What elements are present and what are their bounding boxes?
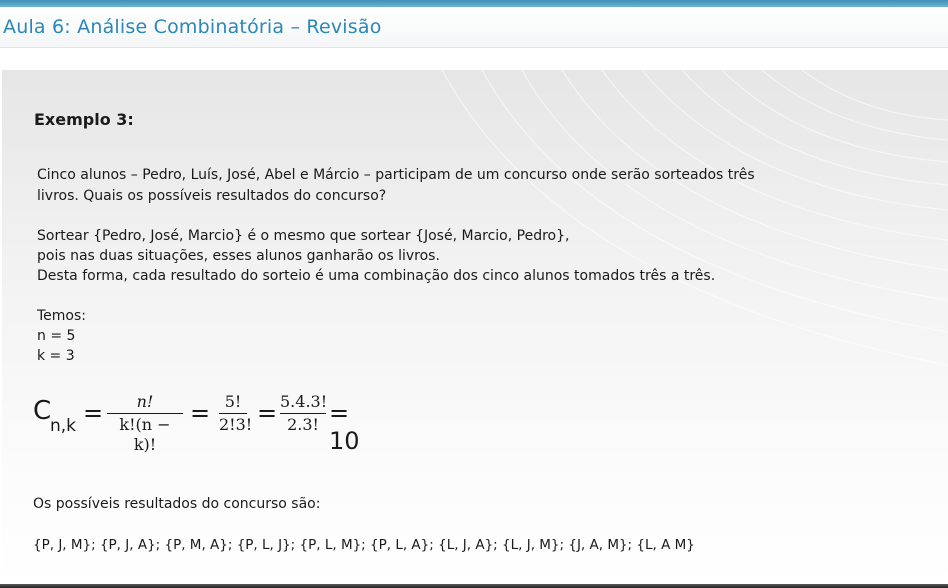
fraction-general xyxy=(107,392,183,455)
slide-title: Aula 6: Análise Combinatória – Revisão xyxy=(3,16,382,38)
problem-line-1: Cinco alunos – Pedro, Luís, José, Abel e Márcio – participam de um concurso onde serão sorteados três xyxy=(37,167,755,183)
equals-sign-2: = xyxy=(190,399,211,427)
results-intro: Os possíveis resultados do concurso são: xyxy=(33,496,321,512)
fraction-expanded-denominator: 2.3! xyxy=(287,415,319,434)
formula-symbol: C xyxy=(33,396,52,426)
bottom-border xyxy=(0,584,948,588)
fraction-numeric xyxy=(219,392,253,435)
explanation-line-3: Desta forma, cada resultado do sorteio é uma combinação dos cinco alunos tomados três a três. xyxy=(37,268,716,284)
fraction-expanded-numerator: 5.4.3! xyxy=(280,392,328,411)
example-heading: Exemplo 3: xyxy=(34,110,134,129)
fraction-numeric-denominator: 2!3! xyxy=(219,415,253,434)
explanation-line-2: pois nas duas situações, esses alunos ganharão os livros. xyxy=(37,248,440,264)
formula-subscript: n,k xyxy=(50,416,77,436)
top-accent-bar xyxy=(0,0,948,7)
fraction-expanded xyxy=(280,392,326,435)
equals-sign-3: = xyxy=(257,399,278,427)
fraction-numeric-numerator: 5! xyxy=(224,392,242,411)
fraction-general-denominator: k!(n − k)! xyxy=(119,415,171,454)
given-k: k = 3 xyxy=(37,348,75,364)
fraction-general-numerator: n! xyxy=(136,392,154,411)
given-label: Temos: xyxy=(37,308,86,324)
problem-line-2: livros. Quais os possíveis resultados do concurso? xyxy=(37,188,387,204)
results-list: {P, J, M}; {P, J, A}; {P, M, A}; {P, L, J}; {P, L, M}; {P, L, A}; {L, J, A}; {L, J, M}; {J, A, M}; {L, A M} xyxy=(33,537,695,553)
formula-result: = 10 xyxy=(329,399,360,455)
explanation-line-1: Sortear {Pedro, José, Marcio} é o mesmo que sortear {José, Marcio, Pedro}, xyxy=(37,228,570,244)
equals-sign-1: = xyxy=(83,399,104,427)
given-n: n = 5 xyxy=(37,328,76,344)
slide-header xyxy=(0,7,948,48)
